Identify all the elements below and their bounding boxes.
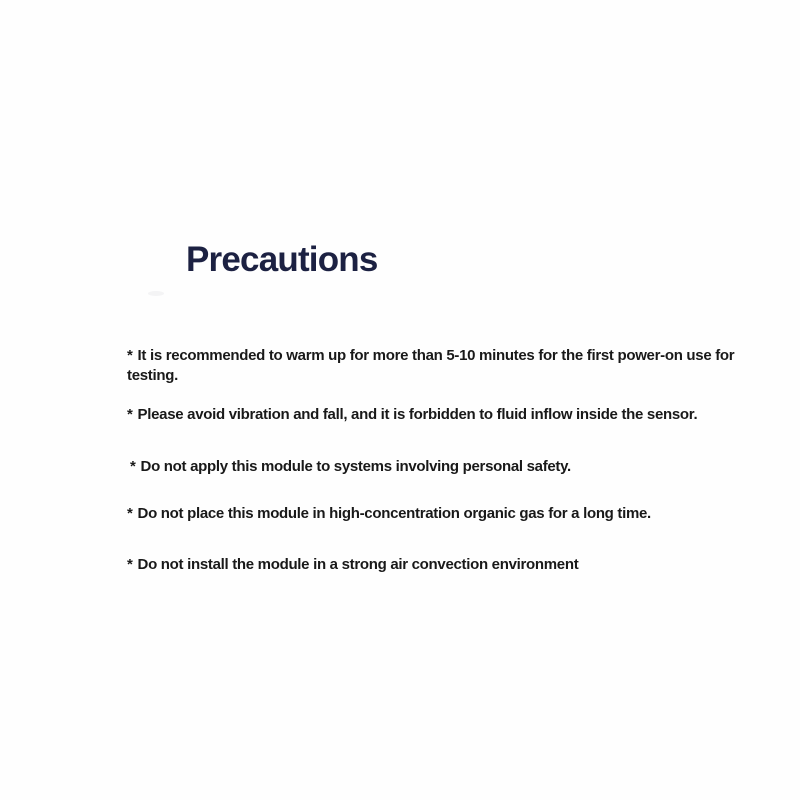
precaution-marker: * xyxy=(127,556,133,573)
precaution-item xyxy=(127,405,752,425)
precaution-text: It is recommended to warm up for more than 5-10 minutes for the first power-on use for testing. xyxy=(127,347,735,384)
precaution-marker: * xyxy=(127,406,133,423)
precaution-list xyxy=(127,346,752,575)
precaution-text: Do not install the module in a strong air convection environment xyxy=(137,556,579,573)
precaution-text: Please avoid vibration and fall, and it is forbidden to fluid inflow inside the sensor. xyxy=(137,406,698,423)
precaution-item xyxy=(127,457,752,477)
faint-smudge-mark xyxy=(148,291,164,296)
precaution-item xyxy=(127,555,752,575)
precaution-marker: * xyxy=(130,458,136,475)
precaution-item xyxy=(127,504,752,524)
precaution-text: Do not apply this module to systems involving personal safety. xyxy=(140,458,571,475)
precaution-item xyxy=(127,346,752,386)
precaution-marker: * xyxy=(127,347,133,364)
precaution-marker: * xyxy=(127,505,133,522)
precaution-text: Do not place this module in high-concentration organic gas for a long time. xyxy=(137,505,651,522)
page-title: Precautions xyxy=(186,240,378,279)
